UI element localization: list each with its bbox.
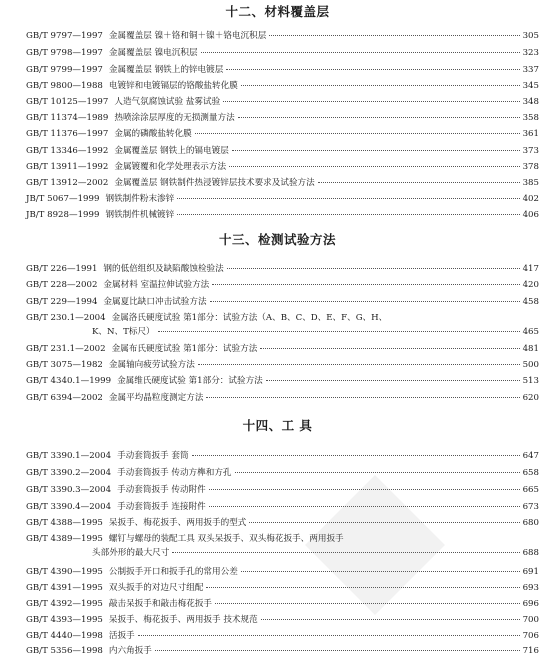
entry-title: 金属覆盖层 钢铁上的镉电镀层: [114, 146, 229, 156]
dot-leader: [232, 150, 520, 151]
toc-entry[interactable]: [26, 80, 539, 92]
dot-leader: [229, 166, 520, 167]
entry-title: 金属材料 室温拉伸试验方法: [103, 280, 210, 290]
standard-code: GB/T 4440—1998: [26, 631, 103, 641]
standard-code: JB/T 5067—1999: [26, 194, 100, 204]
entry-title: 金属轴向疲劳试验方法: [108, 360, 195, 370]
entry-title: 手动套筒扳手 套筒: [117, 451, 189, 461]
standard-code: GB/T 3390.2—2004: [26, 468, 112, 478]
dot-leader: [260, 348, 519, 349]
entry-title: 钢铁制件粉末渗锌: [105, 194, 175, 204]
page-number: 373: [522, 146, 539, 156]
entry-title: 呆扳手、梅花扳手、两用扳手 技术规范: [108, 615, 258, 625]
dot-leader: [206, 397, 519, 398]
standard-code: GB/T 11376—1997: [26, 129, 109, 139]
dot-leader: [195, 133, 520, 134]
entry-title: 人造气氛腐蚀试验 盐雾试验: [114, 97, 221, 107]
toc-entry[interactable]: [26, 177, 539, 189]
page-number: 513: [522, 376, 539, 386]
page-number: 665: [522, 485, 539, 495]
dot-leader: [241, 85, 520, 86]
entry-title: 手动套筒扳手 连接附件: [117, 502, 206, 512]
dot-leader: [177, 198, 519, 199]
section-heading-tools: 十四、工 具: [242, 418, 313, 433]
page-number: 348: [522, 97, 539, 107]
dot-leader: [158, 331, 520, 332]
entry-title: 手动套筒扳手 传动方榫和方孔: [117, 468, 232, 478]
page-number: 658: [522, 468, 539, 478]
toc-entry[interactable]: [26, 614, 539, 626]
page-number: 696: [522, 599, 539, 609]
dot-leader: [238, 117, 520, 118]
standard-code: GB/T 229—1994: [26, 297, 98, 307]
page-number: 361: [522, 129, 539, 139]
standard-code: GB/T 231.1—2002: [26, 344, 106, 354]
entry-title: 热喷涂涂层厚度的无损测量方法: [114, 113, 235, 123]
dot-leader: [201, 52, 520, 53]
entry-title: 金属洛氏硬度试验 第1部分：试验方法（A、B、C、D、E、F、G、H、: [111, 313, 388, 323]
page-number: 323: [522, 48, 539, 58]
entry-title: 钢铁制件机械镀锌: [105, 210, 175, 220]
page-number: 402: [522, 194, 539, 204]
standard-code: GB/T 3390.1—2004: [26, 451, 112, 461]
toc-entry[interactable]: [26, 64, 539, 76]
page-number: 345: [522, 81, 539, 91]
page-number: 680: [522, 518, 539, 528]
toc-entry[interactable]: [26, 582, 539, 594]
dot-leader: [227, 268, 520, 269]
standard-code: GB/T 3390.4—2004: [26, 502, 112, 512]
standard-code: GB/T 6394—2002: [26, 393, 103, 403]
page-number: 385: [522, 178, 539, 188]
standard-code: JB/T 8928—1999: [26, 210, 100, 220]
entry-title: 金属布氏硬度试验 第1部分：试验方法: [111, 344, 258, 354]
toc-entry[interactable]: [26, 375, 539, 387]
dot-leader: [226, 69, 519, 70]
standard-code: GB/T 9799—1997: [26, 65, 103, 75]
entry-title: 金属镀覆和化学处理表示方法: [114, 162, 227, 172]
entry-title: 金属覆盖层 镍＋铬和铜＋镍＋铬电沉积层: [108, 31, 267, 41]
toc-entry[interactable]: [26, 112, 539, 124]
dot-leader: [198, 364, 520, 365]
standard-code: GB/T 11374—1989: [26, 113, 109, 123]
page-number: 465: [522, 327, 539, 337]
entry-title: 电镀锌和电镀镉层的铬酸盐转化膜: [108, 81, 238, 91]
toc-entry[interactable]: [26, 30, 539, 42]
dot-leader: [155, 650, 520, 651]
standard-code: GB/T 13911—1992: [26, 162, 109, 172]
entry-title: 钢的低倍组织及缺陷酸蚀检验法: [103, 264, 224, 274]
entry-title: 金属平均晶粒度测定方法: [108, 393, 204, 403]
dot-leader: [192, 455, 520, 456]
toc-entry[interactable]: [26, 263, 539, 275]
toc-entry[interactable]: [26, 392, 539, 404]
toc-entry[interactable]: [26, 450, 539, 462]
page-number: 700: [522, 615, 539, 625]
page-number: 688: [522, 548, 539, 558]
toc-entry[interactable]: [26, 501, 539, 513]
toc-entry[interactable]: [26, 630, 539, 642]
entry-title-continuation: 头部外形的最大尺寸: [92, 548, 170, 558]
entry-title: 金属覆盖层 钢铁上的锌电镀层: [108, 65, 224, 75]
toc-entry[interactable]: [26, 484, 539, 496]
page-number: 620: [522, 393, 539, 403]
toc-entry[interactable]: [26, 343, 539, 355]
toc-entry[interactable]: [26, 517, 539, 529]
page-number: 706: [522, 631, 539, 641]
page-number: 305: [522, 31, 539, 41]
dot-leader: [210, 301, 520, 302]
standard-code: GB/T 9798—1997: [26, 48, 103, 58]
standard-code: GB/T 9800—1988: [26, 81, 103, 91]
toc-entry[interactable]: [26, 566, 539, 578]
entry-title: 金属覆盖层 镍电沉积层: [108, 48, 198, 58]
standard-code: GB/T 4391—1995: [26, 583, 103, 593]
toc-entry[interactable]: [26, 128, 539, 140]
standard-code: GB/T 4390—1995: [26, 567, 103, 577]
entry-title: 金属维氏硬度试验 第1部分：试验方法: [117, 376, 263, 386]
entry-title: 双头扳手的对边尺寸组配: [108, 583, 204, 593]
dot-leader: [177, 214, 519, 215]
entry-title-continuation: K、N、T标尺）: [92, 327, 155, 337]
toc-entry[interactable]: [26, 209, 539, 221]
entry-title: 敲击呆扳手和敲击梅花扳手: [108, 599, 213, 609]
page-number: 481: [522, 344, 539, 354]
toc-entry[interactable]: [26, 598, 539, 610]
page-number: 691: [522, 567, 539, 577]
page-number: 693: [522, 583, 539, 593]
page-number: 417: [522, 264, 539, 274]
dot-leader: [223, 101, 519, 102]
standard-code: GB/T 5356—1998: [26, 646, 103, 656]
standard-code: GB/T 3075—1982: [26, 360, 103, 370]
standard-code: GB/T 226—1991: [26, 264, 98, 274]
section-heading-materials-coatings: 十二、材料覆盖层: [225, 4, 330, 19]
dot-leader: [318, 182, 520, 183]
page-number: 358: [522, 113, 539, 123]
entry-title: 金属夏比缺口冲击试验方法: [103, 297, 207, 307]
standard-code: GB/T 228—2002: [26, 280, 98, 290]
page-number: 378: [522, 162, 539, 172]
entry-title: 活扳手: [108, 631, 135, 641]
entry-title: 公制扳手开口和扳手孔的常用公差: [108, 567, 238, 577]
standard-code: GB/T 230.1—2004: [26, 313, 106, 323]
page-number: 337: [522, 65, 539, 75]
toc-entry[interactable]: [26, 145, 539, 157]
page-number: 420: [522, 280, 539, 290]
toc-entry[interactable]: [26, 645, 539, 657]
entry-title: 金属的磷酸盐转化膜: [114, 129, 192, 139]
entry-title: 手动套筒扳手 传动附件: [117, 485, 206, 495]
toc-entry[interactable]: [26, 193, 539, 205]
toc-entry-continuation[interactable]: [92, 326, 539, 338]
page-number: 647: [522, 451, 539, 461]
standard-code: GB/T 4388—1995: [26, 518, 103, 528]
standard-code: GB/T 4340.1—1999: [26, 376, 112, 386]
standard-code: GB/T 13346—1992: [26, 146, 109, 156]
standard-code: GB/T 9797—1997: [26, 31, 103, 41]
entry-title: 螺钉与螺母的装配工具 双头呆扳手、双头梅花扳手、两用扳手: [108, 534, 344, 544]
toc-entry[interactable]: [26, 312, 539, 324]
toc-entry[interactable]: [26, 96, 539, 108]
standard-code: GB/T 3390.3—2004: [26, 485, 112, 495]
standard-code: GB/T 4392—1995: [26, 599, 103, 609]
toc-entry[interactable]: [26, 47, 539, 59]
toc-entry[interactable]: [26, 533, 539, 545]
page-number: 500: [522, 360, 539, 370]
toc-entry[interactable]: [26, 359, 539, 371]
standard-code: GB/T 13912—2002: [26, 178, 109, 188]
watermark-shape: [300, 470, 450, 620]
dot-leader: [269, 35, 519, 36]
dot-leader: [138, 635, 520, 636]
standard-code: GB/T 4389—1995: [26, 534, 103, 544]
standard-code: GB/T 10125—1997: [26, 97, 109, 107]
toc-entry[interactable]: [26, 279, 539, 291]
page-number: 673: [522, 502, 539, 512]
page-number: 458: [522, 297, 539, 307]
toc-entry[interactable]: [26, 467, 539, 479]
dot-leader: [266, 380, 520, 381]
section-heading-test-methods: 十三、检测试验方法: [218, 232, 336, 247]
toc-entry[interactable]: [26, 161, 539, 173]
entry-title: 呆扳手、梅花扳手、两用扳手的型式: [108, 518, 247, 528]
entry-title: 内六角扳手: [108, 646, 152, 656]
toc-entry[interactable]: [26, 296, 539, 308]
standard-code: GB/T 4393—1995: [26, 615, 103, 625]
dot-leader: [212, 284, 519, 285]
page-number: 716: [522, 646, 539, 656]
page-number: 406: [522, 210, 539, 220]
entry-title: 金属覆盖层 钢铁制件热浸镀锌层技术要求及试验方法: [114, 178, 315, 188]
